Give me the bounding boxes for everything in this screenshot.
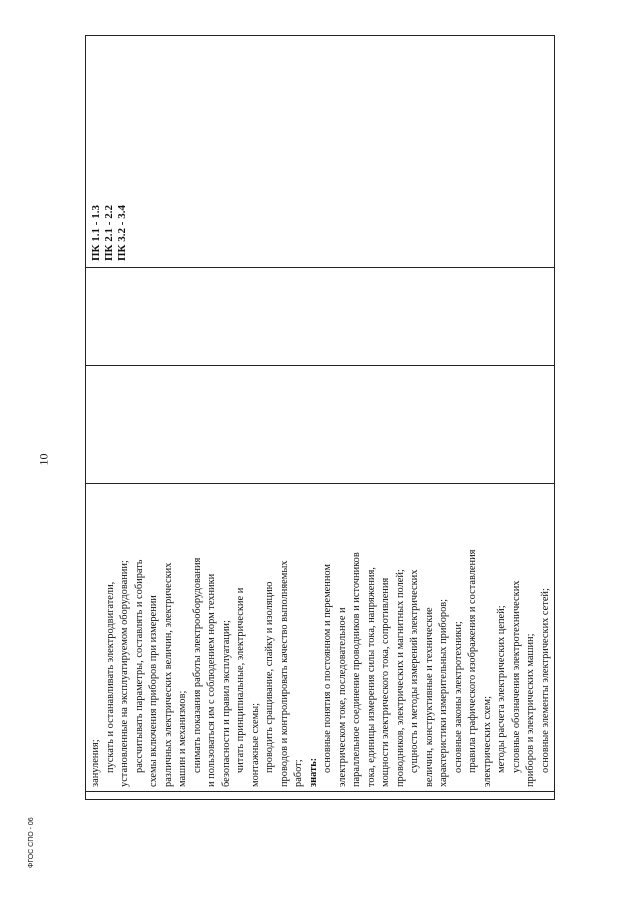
competency-code: ПК 1.1 - 1.3 [90,205,102,261]
content-line: правила графического изображения и составления [467,549,478,773]
content-line: проводить сращивание, спайку и изоляцию [264,581,275,773]
content-line: рассчитывать параметры, составлять и собирать [133,559,145,773]
table-container [85,35,555,800]
content-line: сущность и методы измерений электрических [409,569,420,773]
competency-code: ПК 3.2 - 3.4 [116,205,128,261]
competency-codes [90,205,129,261]
content-line: монтажные схемы; [249,702,261,787]
content-line: работ; [293,759,304,787]
content-line: зануления; [90,739,101,787]
table-column-blank-2 [86,267,554,365]
page-number: 10 [36,453,51,466]
content-line: характеристики измерительных приборов; [438,598,449,787]
content-line: параллельное соединение проводников и источников [351,552,362,787]
table-column-competencies [86,35,554,267]
content-line: приборов и электрических машин; [525,633,536,787]
content-line: знать: [307,757,319,787]
content-line: тока, единицы измерения силы тока, напряжения, [365,567,377,787]
content-line: схемы включения приборов при измерении [148,595,159,787]
table-column-index [86,791,554,799]
content-line: установленные на эксплуатируемом оборудовании; [119,560,130,787]
content-line: основные понятия о постоянном и переменном [322,564,333,773]
content-text-block [89,486,553,787]
content-line: электрических схем; [481,696,493,787]
content-line: проводов и контролировать качество выполняемых [278,560,290,787]
curriculum-table [85,35,555,800]
content-line: проводников, электрических и магнитных полей; [394,569,406,787]
content-line: пускать и останавливать электродвигатели, [104,581,116,773]
content-line: различных электрических величин, электрических [162,562,174,787]
content-line: машин и механизмов; [177,690,188,787]
table-column-content [86,483,554,791]
content-line: мощности электрического тока, сопротивления [380,577,391,787]
content-line: условные обозначения электротехнических [510,580,522,773]
content-line: читать принципиальные, электрические и [235,587,246,773]
content-line: величин, конструктивные и технические [423,607,435,787]
content-line: методы расчета электрических цепей; [496,605,507,773]
content-line: основные элементы электрических сетей; [539,588,551,773]
content-line: безопасности и правил эксплуатации; [220,620,232,787]
content-line: снимать показания работы электрооборудования [191,557,203,773]
content-line: основные законы электротехники; [452,621,464,773]
content-line: электрическом токе, последовательное и [336,607,348,787]
content-line: и пользоваться им с соблюдением норм техники [206,573,217,787]
competency-code: ПК 2.1 - 2.2 [103,205,115,261]
footer-mark: ФГОС СПО - 06 [28,817,35,868]
table-column-blank-1 [86,365,554,483]
